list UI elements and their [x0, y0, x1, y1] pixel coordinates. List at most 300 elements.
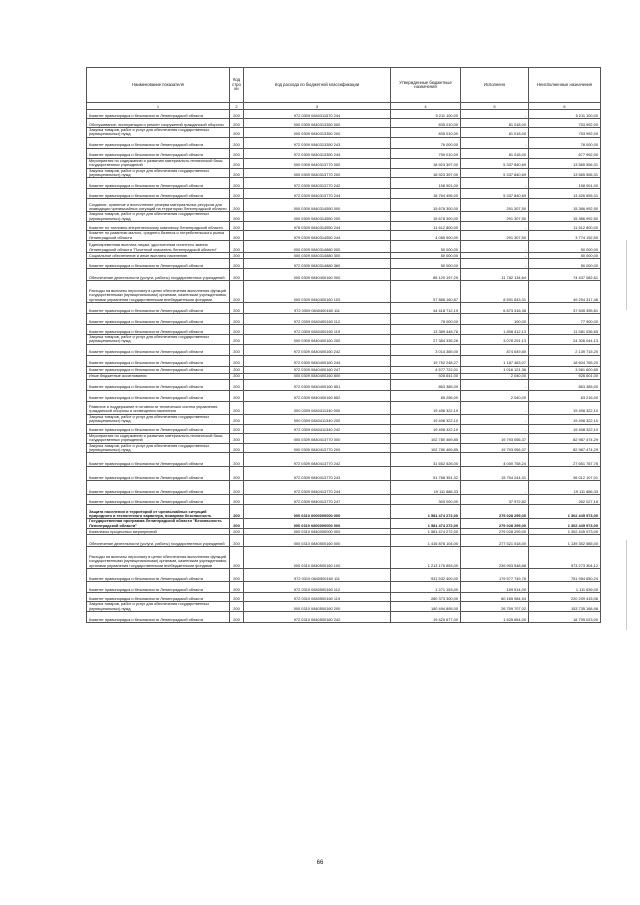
row-indicator-name: Комитет правопорядка и безопасности Ленинградской области [87, 325, 230, 335]
row-executed: 291 307,50 [461, 231, 529, 241]
table-row [87, 222, 601, 231]
row-unexecuted: 3 561 600,65 [529, 366, 601, 373]
row-unexecuted: 863 385,00 [529, 379, 601, 390]
row-budget-code: 000 0309 0840313350 000 [244, 119, 391, 128]
row-executed: - [461, 259, 529, 269]
row-line-code: 200 [230, 593, 244, 602]
row-line-code: 200 [230, 314, 244, 325]
row-indicator-name: Комитет правопорядка и безопасности Ленинградской области [87, 467, 230, 481]
row-line-code: 200 [230, 433, 244, 443]
table-body [87, 110, 601, 623]
row-line-code: 200 [230, 401, 244, 414]
row-unexecuted: 37 545 395,81 [529, 303, 601, 314]
row-budget-code: 972 0309 0840311570 244 [244, 110, 391, 119]
table-row [87, 178, 601, 189]
row-budget-code: 000 0309 0840411340 000 [244, 401, 391, 414]
row-executed: 26 759 707,02 [461, 602, 529, 612]
row-unexecuted: 13 426 655,31 [529, 189, 601, 199]
row-executed: 239 903 548,88 [461, 547, 529, 569]
row-indicator-name: Государственная программа Ленинградской области "Безопасность Ленинградской области" [87, 519, 230, 529]
row-indicator-name: Развитие и поддержание в готовности технических систем управления гражданской обороны и оповещения населения [87, 401, 230, 414]
row-executed: 291 307,50 [461, 212, 529, 222]
row-unexecuted: 751 954 650,24 [529, 569, 601, 582]
row-executed: 159 514,00 [461, 582, 529, 593]
header-row [87, 68, 601, 103]
row-indicator-name: Комитет правопорядка и безопасности Ленинградской области [87, 137, 230, 148]
row-line-code: 200 [230, 189, 244, 199]
row-budget-code: 000 0309 0840413770 200 [244, 443, 391, 453]
table-row [87, 158, 601, 168]
row-unexecuted: 13 585 556,31 [529, 168, 601, 178]
row-indicator-name: Комитет правопорядка и безопасности Ленинградской области [87, 390, 230, 401]
row-executed: 60 165 984,94 [461, 593, 529, 602]
row-line-code: 200 [230, 535, 244, 547]
row-approved: 18 764 496,00 [391, 189, 461, 199]
row-indicator-name: Закупка товаров, работ и услуг для обеспечения государственных (муниципальных) нужд [87, 128, 230, 138]
table-row [87, 433, 601, 443]
row-approved: 1 581 474 272,00 [391, 519, 461, 529]
row-approved: 928 641,00 [391, 373, 461, 379]
row-line-code: 200 [230, 467, 244, 481]
row-unexecuted: 11 612 800,00 [529, 222, 601, 231]
row-line-code: 200 [230, 379, 244, 390]
row-approved: 50 000,00 [391, 241, 461, 253]
table-row [87, 241, 601, 253]
row-approved: 931 532 400,00 [391, 569, 461, 582]
row-indicator-name: Закупка товаров, работ и услуг для обеспечения государственных (муниципальных) нужд [87, 335, 230, 345]
column-number: 6 [529, 103, 601, 110]
row-line-code: 200 [230, 569, 244, 582]
row-approved: 102 780 469,85 [391, 443, 461, 453]
row-unexecuted: 18 604 765,20 [529, 355, 601, 366]
row-budget-code: 972 0310 0840500160 111 [244, 569, 391, 582]
table-row [87, 212, 601, 222]
row-budget-code: 000 0309 0840413770 000 [244, 433, 391, 443]
row-indicator-name: Комитет правопорядка и безопасности Ленинградской области [87, 495, 230, 505]
row-indicator-name: Защита населения и территорий от чрезвычайных ситуаций природного и техногенного характера, пожарная безопасность [87, 505, 230, 519]
header-executed: Исполнено [461, 68, 529, 103]
row-executed: 15 754 244,31 [461, 467, 529, 481]
row-indicator-name: Закупка товаров, работ и услуг для обеспечения государственных (муниципальных) нужд [87, 414, 230, 424]
column-number: 2 [230, 103, 244, 110]
row-line-code: 200 [230, 222, 244, 231]
row-line-code: 200 [230, 128, 244, 138]
row-executed: - [461, 110, 529, 119]
row-unexecuted: 926 601,00 [529, 373, 601, 379]
table-row [87, 495, 601, 505]
row-executed: 5 337 840,69 [461, 158, 529, 168]
row-indicator-name: Расходы на выплаты персоналу в целях обеспечения выполнения функций государственными (муниципальными) органами, казенными учреждениями, органами управления государственными внебюджетными фондами [87, 281, 230, 303]
row-indicator-name: Обеспечение деятельности (услуги, работы) государственных учреждений [87, 535, 230, 547]
row-budget-code: 000 0310 0840500160 100 [244, 547, 391, 569]
row-line-code: 200 [230, 366, 244, 373]
row-approved: 863 385,00 [391, 379, 461, 390]
row-executed: - [461, 241, 529, 253]
table-row [87, 303, 601, 314]
row-executed: 3 078 291,13 [461, 335, 529, 345]
table-row [87, 390, 601, 401]
row-approved: 78 000,00 [391, 314, 461, 325]
header-budget-code: Код расхода по бюджетной классификации [244, 68, 391, 103]
row-indicator-name: Мероприятия по содержанию и развитию материально-технической базы государственных учреждений [87, 433, 230, 443]
row-approved: 27 384 335,26 [391, 335, 461, 345]
row-line-code: 200 [230, 453, 244, 467]
row-unexecuted: 1 111 639,00 [529, 582, 601, 593]
table-row [87, 414, 601, 424]
row-line-code: 200 [230, 611, 244, 622]
table-row [87, 401, 601, 414]
table-row [87, 189, 601, 199]
row-unexecuted: 50 000,00 [529, 259, 601, 269]
row-approved: 50 000,00 [391, 259, 461, 269]
row-indicator-name: Закупка товаров, работ и услуг для обеспечения государственных (муниципальных) нужд [87, 168, 230, 178]
table-row [87, 424, 601, 433]
row-line-code: 200 [230, 355, 244, 366]
row-approved: 76 000,00 [391, 137, 461, 148]
row-approved: 19 111 686,33 [391, 481, 461, 495]
table-row [87, 602, 601, 612]
row-line-code: 200 [230, 137, 244, 148]
row-unexecuted: 220 209 415,06 [529, 593, 601, 602]
row-line-code: 200 [230, 199, 244, 212]
row-line-code: 200 [230, 495, 244, 505]
row-approved: 19 498 322,10 [391, 424, 461, 433]
row-approved: 158 901,00 [391, 178, 461, 189]
row-executed: 81 018,00 [461, 148, 529, 158]
row-unexecuted: 49 294 317,46 [529, 281, 601, 303]
row-unexecuted: 19 111 686,33 [529, 481, 601, 495]
row-executed: 4 000 758,24 [461, 453, 529, 467]
row-indicator-name: Комитет правопорядка и безопасности Ленинградской области [87, 178, 230, 189]
row-approved: 3 014 365,00 [391, 344, 461, 355]
row-budget-code: 972 0310 0840500160 119 [244, 593, 391, 602]
row-executed: 279 028 299,00 [461, 529, 529, 535]
row-budget-code: 972 0310 0840500160 112 [244, 582, 391, 593]
table-row [87, 519, 601, 529]
row-unexecuted: 262 027,18 [529, 495, 601, 505]
row-approved: 19 498 322,10 [391, 401, 461, 414]
row-budget-code: 000 0309 0840313770 200 [244, 168, 391, 178]
row-indicator-name: Комитет правопорядка и безопасности Ленинградской области [87, 314, 230, 325]
row-indicator-name: Мероприятия по содержанию и развитию материально-технической базы государственных учреждений [87, 158, 230, 168]
row-budget-code: 000 0309 0840400160 800 [244, 373, 391, 379]
row-executed: 81 018,00 [461, 128, 529, 138]
table-row [87, 110, 601, 119]
row-budget-code: 000 0310 0000000000 000 [244, 505, 391, 519]
row-executed: 6 873 316,38 [461, 303, 529, 314]
table-row [87, 128, 601, 138]
row-unexecuted: 753 992,00 [529, 119, 601, 128]
row-approved: 13 389 448,78 [391, 325, 461, 335]
row-indicator-name: Расходы на выплаты персоналу в целях обеспечения выполнения функций государственными (муниципальными) органами, казенными учреждениями, органами управления государственными внебюджетными фондами [87, 547, 230, 569]
row-approved: 19 498 322,10 [391, 414, 461, 424]
row-line-code: 200 [230, 519, 244, 529]
row-budget-code: 000 0309 0840411340 200 [244, 414, 391, 424]
row-line-code: 200 [230, 344, 244, 355]
row-executed: 179 577 749,76 [461, 569, 529, 582]
row-unexecuted: 677 992,00 [529, 148, 601, 158]
row-approved: 835 010,00 [391, 119, 461, 128]
row-approved: 50 000,00 [391, 253, 461, 259]
row-unexecuted: 158 901,00 [529, 178, 601, 189]
row-executed: 874 649,80 [461, 344, 529, 355]
row-budget-code: 000 0310 0840500160 200 [244, 602, 391, 612]
row-indicator-name: Обеспечение деятельности (услуги, работы) государственных учреждений [87, 269, 230, 281]
row-indicator-name: Создание, хранение и восполнение резерва материальных ресурсов для ликвидации чрезвычайных ситуаций на территории Ленинградской области [87, 199, 230, 212]
table-row [87, 569, 601, 582]
row-budget-code: 972 0309 0840400160 852 [244, 390, 391, 401]
row-approved: 18 923 397,00 [391, 158, 461, 168]
budget-execution-table [86, 67, 601, 623]
row-approved: 5 211 100,00 [391, 110, 461, 119]
table-row [87, 379, 601, 390]
row-line-code: 200 [230, 424, 244, 433]
row-approved: 65 256,00 [391, 390, 461, 401]
row-unexecuted: 50 000,00 [529, 253, 601, 259]
table-row [87, 443, 601, 453]
row-approved: 4 065 500,00 [391, 231, 461, 241]
row-approved: 835 010,00 [391, 128, 461, 138]
row-executed: 2 040,00 [461, 390, 529, 401]
row-indicator-name: Закупка товаров, работ и услуг для обеспечения государственных (муниципальных) нужд [87, 443, 230, 453]
row-budget-code: 972 0309 0840413770 244 [244, 481, 391, 495]
table-row [87, 259, 601, 269]
row-budget-code: 000 0310 0800000000 000 [244, 519, 391, 529]
table-row [87, 168, 601, 178]
row-indicator-name: Комитет правопорядка и безопасности Ленинградской области [87, 582, 230, 593]
row-budget-code: 972 0309 0840413770 243 [244, 467, 391, 481]
row-budget-code: 972 0309 0840400160 242 [244, 344, 391, 355]
row-executed: 1 808 412,13 [461, 325, 529, 335]
row-line-code: 200 [230, 547, 244, 569]
row-approved: 19 792 248,27 [391, 355, 461, 366]
row-budget-code: 972 0309 0840400160 119 [244, 325, 391, 335]
row-line-code: 200 [230, 281, 244, 303]
row-budget-code: 972 0309 0840413770 247 [244, 495, 391, 505]
row-line-code: 200 [230, 231, 244, 241]
table-row [87, 344, 601, 355]
row-line-code: 200 [230, 303, 244, 314]
row-approved: 15 678 300,00 [391, 212, 461, 222]
row-line-code: 200 [230, 325, 244, 335]
row-executed: - [461, 424, 529, 433]
row-approved: 15 678 300,00 [391, 199, 461, 212]
row-unexecuted: 76 000,00 [529, 137, 601, 148]
row-executed: 81 018,00 [461, 119, 529, 128]
row-budget-code: 972 0309 0840313770 242 [244, 178, 391, 189]
row-indicator-name: Социальное обеспечение и иные выплаты населению [87, 253, 230, 259]
table-header [87, 68, 601, 110]
row-indicator-name: Закупка товаров, работ и услуг для обеспечения государственных (муниципальных) нужд [87, 212, 230, 222]
row-executed: 19 793 056,37 [461, 443, 529, 453]
row-executed: 279 028 299,00 [461, 519, 529, 529]
row-line-code: 200 [230, 178, 244, 189]
row-unexecuted: 18 795 023,00 [529, 611, 601, 622]
row-indicator-name: Комитет правопорядка и безопасности Ленинградской области [87, 569, 230, 582]
row-approved: 44 418 712,19 [391, 303, 461, 314]
table-row [87, 593, 601, 602]
row-indicator-name: Комитет правопорядка и безопасности Ленинградской области [87, 379, 230, 390]
header-line-code: Код строки [230, 68, 244, 103]
row-budget-code: 000 0309 0840313770 000 [244, 158, 391, 168]
row-unexecuted: 82 987 474,29 [529, 433, 601, 443]
row-unexecuted: 15 386 992,50 [529, 199, 601, 212]
row-executed: - [461, 222, 529, 231]
row-unexecuted: 13 585 556,31 [529, 158, 601, 168]
table-row [87, 582, 601, 593]
table-row [87, 325, 601, 335]
row-indicator-name: Закупка товаров, работ и услуг для обеспечения государственных (муниципальных) нужд [87, 602, 230, 612]
row-budget-code: 000 0309 0840313350 200 [244, 128, 391, 138]
row-budget-code: 972 0309 0840313350 243 [244, 137, 391, 148]
row-approved: 86 120 197,25 [391, 269, 461, 281]
row-approved: 51 788 351,32 [391, 467, 461, 481]
row-indicator-name: Комитет правопорядка и безопасности Ленинградской области [87, 481, 230, 495]
row-approved: 280 373 300,00 [391, 593, 461, 602]
row-indicator-name: Единовременная выплата лицам, удостоенным почетного звания Ленинградской области "Почетный спасатель Ленинградской области" [87, 241, 230, 253]
row-line-code: 200 [230, 414, 244, 424]
row-executed: - [461, 414, 529, 424]
row-approved: 1 271 153,00 [391, 582, 461, 593]
row-executed: - [461, 481, 529, 495]
table-row [87, 148, 601, 158]
column-number-row [87, 103, 601, 110]
row-unexecuted: 1 302 445 973,00 [529, 519, 601, 529]
row-line-code: 200 [230, 253, 244, 259]
row-line-code: 200 [230, 148, 244, 158]
row-executed: - [461, 379, 529, 390]
row-approved: 759 010,00 [391, 148, 461, 158]
row-unexecuted: 19 498 322,10 [529, 414, 601, 424]
row-indicator-name: Комитет правопорядка и безопасности Ленинградской области [87, 366, 230, 373]
row-executed: - [461, 253, 529, 259]
row-budget-code: 972 0309 0840313350 244 [244, 148, 391, 158]
row-executed: - [461, 137, 529, 148]
row-approved: 1 581 474 272,00 [391, 529, 461, 535]
row-line-code: 200 [230, 110, 244, 119]
row-unexecuted: 11 581 036,65 [529, 325, 601, 335]
row-unexecuted: 50 000,00 [529, 241, 601, 253]
table-row [87, 355, 601, 366]
row-line-code: 200 [230, 168, 244, 178]
column-number: 5 [461, 103, 529, 110]
row-unexecuted: 3 774 192,50 [529, 231, 601, 241]
row-unexecuted: 27 651 767,76 [529, 453, 601, 467]
row-approved: 31 652 526,00 [391, 453, 461, 467]
table-row [87, 547, 601, 569]
row-budget-code: 972 0310 0840500160 242 [244, 611, 391, 622]
row-indicator-name: Комитет правопорядка и безопасности Ленинградской области [87, 453, 230, 467]
row-executed: 19 793 056,37 [461, 433, 529, 443]
row-indicator-name: Комплексы процессных мероприятий [87, 529, 230, 535]
row-executed: 1 625 654,00 [461, 611, 529, 622]
row-indicator-name: Комитет правопорядка и безопасности Ленинградской области [87, 259, 230, 269]
row-executed: 8 591 843,31 [461, 281, 529, 303]
table-row [87, 281, 601, 303]
row-unexecuted: 973 273 304,12 [529, 547, 601, 569]
row-executed: 1 187 483,07 [461, 355, 529, 366]
margin-line [626, 240, 627, 310]
row-unexecuted: 82 987 474,29 [529, 443, 601, 453]
row-indicator-name: Комитет правопорядка и безопасности Ленинградской области [87, 110, 230, 119]
row-budget-code: 000 0309 0840314880 000 [244, 241, 391, 253]
row-line-code: 200 [230, 259, 244, 269]
row-indicator-name: Комитет правопорядка и безопасности Ленинградской области [87, 303, 230, 314]
row-budget-code: 972 0309 0840313770 244 [244, 189, 391, 199]
row-line-code: 200 [230, 443, 244, 453]
row-unexecuted: 19 498 322,10 [529, 424, 601, 433]
row-unexecuted: 5 211 100,00 [529, 110, 601, 119]
row-budget-code: 972 0309 0840400160 247 [244, 366, 391, 373]
table-row [87, 269, 601, 281]
row-approved: 57 888 160,87 [391, 281, 461, 303]
row-approved: 19 420 677,00 [391, 611, 461, 622]
row-budget-code: 000 0309 0840314550 200 [244, 212, 391, 222]
table-row [87, 481, 601, 495]
table-row [87, 231, 601, 241]
row-line-code: 200 [230, 481, 244, 495]
row-approved: 18 923 397,00 [391, 168, 461, 178]
column-number: 4 [391, 103, 461, 110]
row-unexecuted: 1 139 352 585,00 [529, 535, 601, 547]
row-executed: 11 782 134,64 [461, 269, 529, 281]
page-number: 66 [316, 860, 324, 866]
row-unexecuted: 1 302 445 973,00 [529, 505, 601, 519]
row-unexecuted: 153 735 188,98 [529, 602, 601, 612]
row-budget-code: 978 0309 0840314550 244 [244, 222, 391, 231]
row-executed: 291 307,50 [461, 199, 529, 212]
row-approved: 1 416 878 104,00 [391, 535, 461, 547]
row-budget-code: 000 0309 0840400160 000 [244, 269, 391, 281]
row-indicator-name: Комитет по развитию малого, среднего бизнеса и потребительского рынка Ленинградской области [87, 231, 230, 241]
row-unexecuted: 2 139 715,20 [529, 344, 601, 355]
row-approved: 11 612 800,00 [391, 222, 461, 231]
header-unexecuted: Неисполненные назначения [529, 68, 601, 103]
row-budget-code: 000 0309 0840400160 100 [244, 281, 391, 303]
row-executed: 279 028 299,00 [461, 505, 529, 519]
row-budget-code: 000 0310 0840000000 000 [244, 529, 391, 535]
row-indicator-name: Комитет правопорядка и безопасности Ленинградской области [87, 593, 230, 602]
table-row [87, 453, 601, 467]
row-unexecuted: 77 900,00 [529, 314, 601, 325]
row-line-code: 200 [230, 241, 244, 253]
table-row [87, 199, 601, 212]
row-executed: 277 521 518,00 [461, 535, 529, 547]
row-executed: 37 972,82 [461, 495, 529, 505]
row-budget-code: 000 0310 0840500160 000 [244, 535, 391, 547]
row-budget-code: 972 0309 0840411340 242 [244, 424, 391, 433]
row-executed: 100,00 [461, 314, 529, 325]
table-row [87, 335, 601, 345]
row-approved: 180 494 895,00 [391, 602, 461, 612]
row-approved: 1 581 474 272,00 [391, 505, 461, 519]
row-budget-code: 979 0309 0840314550 244 [244, 231, 391, 241]
row-unexecuted: 74 437 082,61 [529, 269, 601, 281]
row-indicator-name: Комитет по топливно-энергетическому комплексу Ленинградской области [87, 222, 230, 231]
row-executed: - [461, 178, 529, 189]
row-budget-code: 000 0309 0840314880 300 [244, 253, 391, 259]
row-budget-code: 972 0309 0840400160 111 [244, 303, 391, 314]
table-row [87, 314, 601, 325]
row-indicator-name: Комитет правопорядка и безопасности Ленинградской области [87, 424, 230, 433]
row-approved: 102 780 469,85 [391, 433, 461, 443]
column-number: 3 [244, 103, 391, 110]
row-budget-code: 972 0309 0840400160 851 [244, 379, 391, 390]
row-line-code: 200 [230, 335, 244, 345]
row-indicator-name: Обслуживание, эксплуатация и ремонт сооружений гражданской обороны [87, 119, 230, 128]
row-budget-code: 972 0309 0840314880 360 [244, 259, 391, 269]
row-indicator-name: Комитет правопорядка и безопасности Ленинградской области [87, 355, 230, 366]
